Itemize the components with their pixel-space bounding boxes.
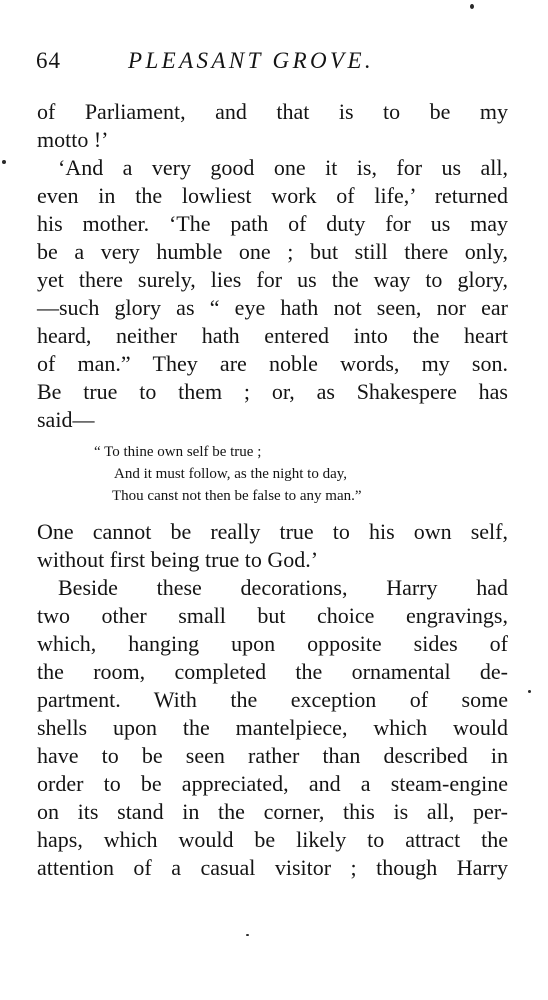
- quote-line: “ To thine own self be true ;: [94, 444, 262, 460]
- text-line: on its stand in the corner, this is all, per-: [37, 799, 508, 824]
- text-line: order to be appreciated, and a steam-engine: [37, 771, 508, 796]
- text-line: of man.” They are noble words, my son.: [37, 351, 508, 376]
- text-line: attention of a casual visitor ; though Harry: [37, 855, 508, 880]
- text-line: which, hanging upon opposite sides of: [37, 631, 508, 656]
- ink-speck: [470, 4, 474, 9]
- text-line: —such glory as “ eye hath not seen, nor ear: [37, 295, 508, 320]
- text-line: shells upon the mantelpiece, which would: [37, 715, 508, 740]
- ink-speck: [528, 690, 531, 693]
- text-line: One cannot be really true to his own self,: [37, 519, 508, 544]
- text-line: the room, completed the ornamental de-: [37, 659, 508, 684]
- text-line: partment. With the exception of some: [37, 687, 508, 712]
- text-line: motto !’: [37, 127, 109, 152]
- page-number: 64: [36, 48, 61, 73]
- running-head: PLEASANT GROVE.: [128, 48, 375, 73]
- text-line: yet there surely, lies for us the way to glory,: [37, 267, 508, 292]
- text-line: Be true to them ; or, as Shakespere has: [37, 379, 508, 404]
- text-line: without first being true to God.’: [37, 547, 319, 572]
- text-line: even in the lowliest work of life,’ returned: [37, 183, 508, 208]
- text-line: said—: [37, 407, 95, 432]
- text-line: be a very humble one ; but still there only,: [37, 239, 508, 264]
- ink-speck: [2, 160, 6, 164]
- ink-speck: [246, 934, 249, 936]
- text-line: his mother. ‘The path of duty for us may: [37, 211, 508, 236]
- text-line: of Parliament, and that is to be my: [37, 99, 508, 124]
- text-line: Beside these decorations, Harry had: [58, 575, 508, 600]
- text-line: haps, which would be likely to attract the: [37, 827, 508, 852]
- text-line: have to be seen rather than described in: [37, 743, 508, 768]
- text-line: heard, neither hath entered into the heart: [37, 323, 508, 348]
- quote-line: Thou canst not then be false to any man.”: [112, 488, 362, 504]
- text-line: two other small but choice engravings,: [37, 603, 508, 628]
- quote-line: And it must follow, as the night to day,: [114, 466, 348, 482]
- page-header: [36, 48, 506, 78]
- text-line: ‘And a very good one it is, for us all,: [58, 155, 508, 180]
